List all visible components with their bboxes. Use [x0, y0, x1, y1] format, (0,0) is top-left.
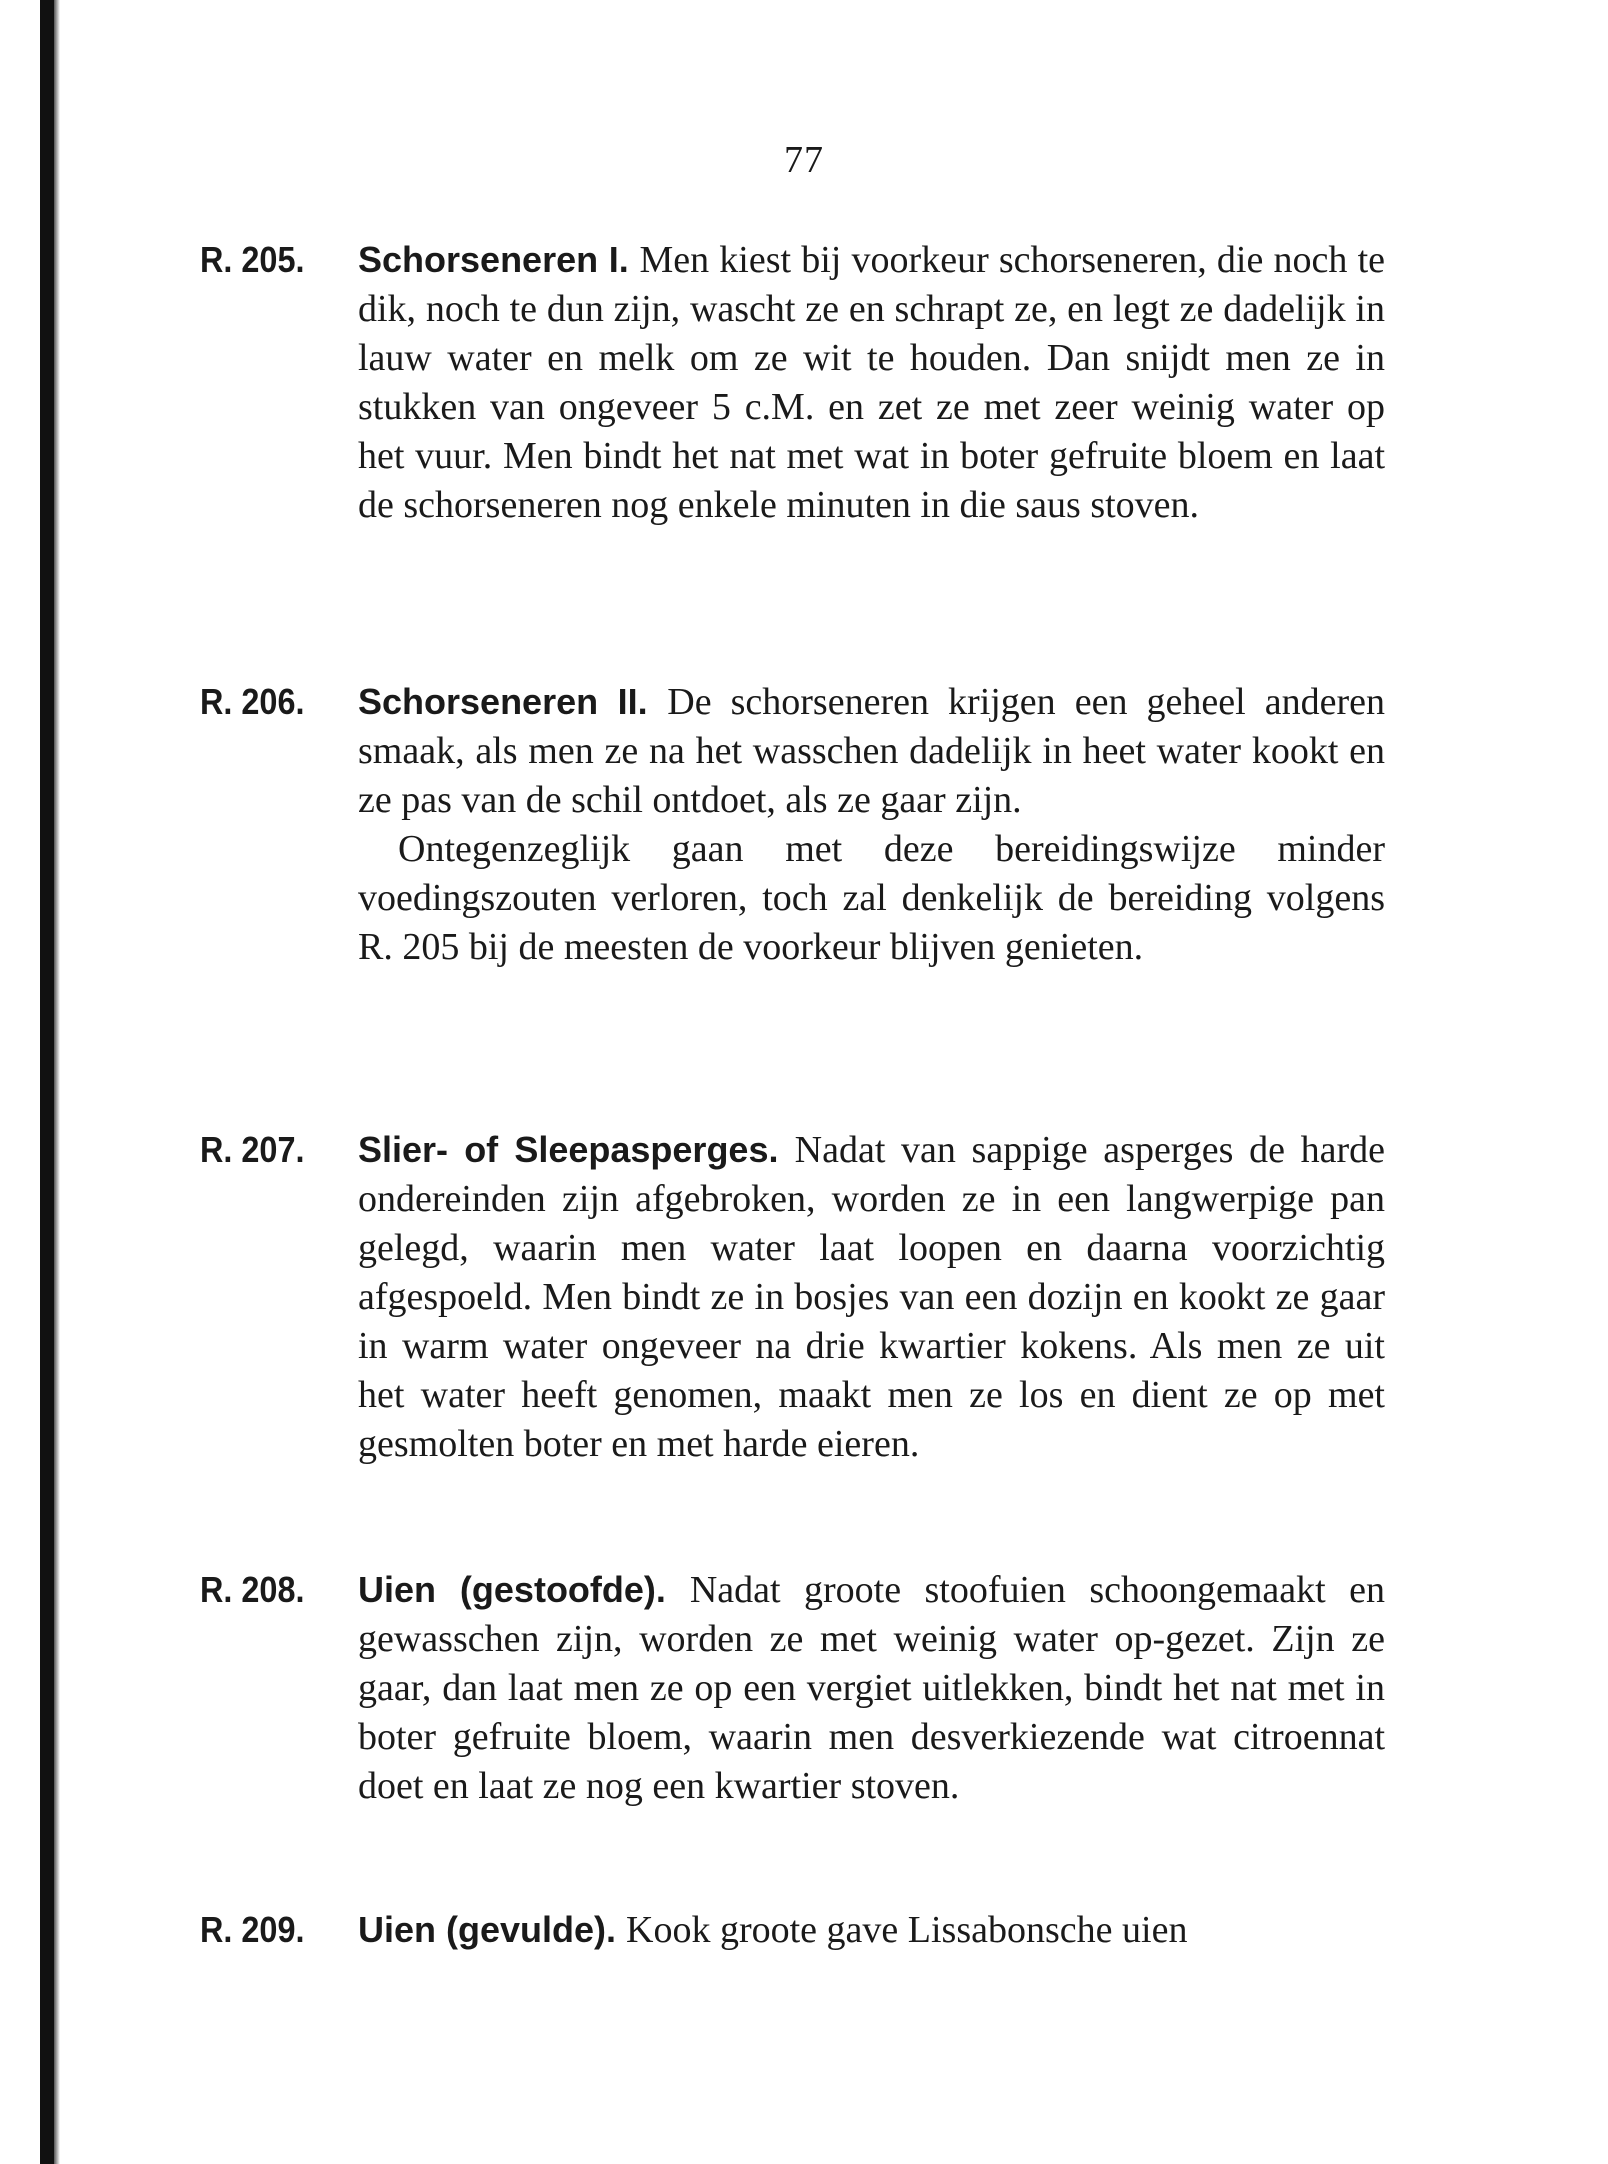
book-binding-edge	[40, 0, 54, 2164]
recipe-number: R. 207.	[200, 1129, 305, 1170]
page-number: 77	[784, 139, 824, 181]
recipe-title: Schorseneren I.	[358, 239, 640, 280]
recipe-body	[358, 1565, 1385, 1811]
recipe-number: R. 209.	[200, 1909, 305, 1950]
recipe-206	[200, 677, 1385, 972]
recipe-body	[358, 1125, 1385, 1469]
recipe-text: Nadat groote stoofuien schoongemaakt en gewasschen zijn, worden ze met weinig water op-gezet. Zijn ze gaar, dan laat men ze op een vergiet uitlekken, bindt het nat met in boter gefruite bloem, waarin men desverkiezende wat citroennat doet en laat ze nog een kwartier stoven.	[358, 1569, 1385, 1807]
recipe-title: Schorseneren II.	[358, 681, 668, 722]
recipe-body	[358, 235, 1385, 530]
recipe-text-paragraph: Ontegenzeglijk gaan met deze bereidingswijze minder voedingszouten verloren, toch zal denkelijk de bereiding volgens R. 205 bij de meesten de voorkeur blijven genieten.	[358, 828, 1385, 968]
recipe-209	[200, 1905, 1385, 1955]
recipe-body	[358, 677, 1385, 972]
recipe-207	[200, 1125, 1385, 1469]
recipe-text: Kook groote gave Lissabonsche uien	[626, 1909, 1188, 1951]
recipe-title: Uien (gevulde).	[358, 1909, 627, 1950]
recipe-number: R. 205.	[200, 239, 305, 280]
recipe-title: Slier- of Sleepasperges.	[358, 1129, 795, 1170]
recipe-body	[358, 1905, 1385, 1955]
recipe-number: R. 206.	[200, 681, 305, 722]
recipe-text: Men kiest bij voorkeur schorseneren, die noch te dik, noch te dun zijn, wascht ze en schrapt ze, en legt ze dadelijk in lauw water en melk om ze wit te houden. Dan snijdt men ze in stukken van ongeveer 5 c.M. en zet ze met zeer weinig water op het vuur. Men bindt het nat met wat in boter gefruite bloem en laat de schorseneren nog enkele minuten in die saus stoven.	[358, 239, 1385, 526]
recipe-text: De schorseneren krijgen een geheel anderen smaak, als men ze na het wasschen dadelijk in heet water kookt en ze pas van de schil ontdoet, als ze gaar zijn.	[358, 681, 1386, 821]
recipe-208	[200, 1565, 1385, 1811]
recipe-number: R. 208.	[200, 1569, 305, 1610]
recipe-text: Nadat van sappige asperges de harde ondereinden zijn afgebroken, worden ze in een langwerpige pan gelegd, waarin men water laat loopen en daarna voorzichtig afgespoeld. Men bindt ze in bosjes van een dozijn en kookt ze gaar in warm water ongeveer na drie kwartier kokens. Als men ze uit het water heeft genomen, maakt men ze los en dient ze op met gesmolten boter en met harde eieren.	[358, 1129, 1385, 1465]
recipe-title: Uien (gestoofde).	[358, 1569, 690, 1610]
book-binding-shadow	[54, 0, 60, 2164]
recipe-205	[200, 235, 1385, 530]
